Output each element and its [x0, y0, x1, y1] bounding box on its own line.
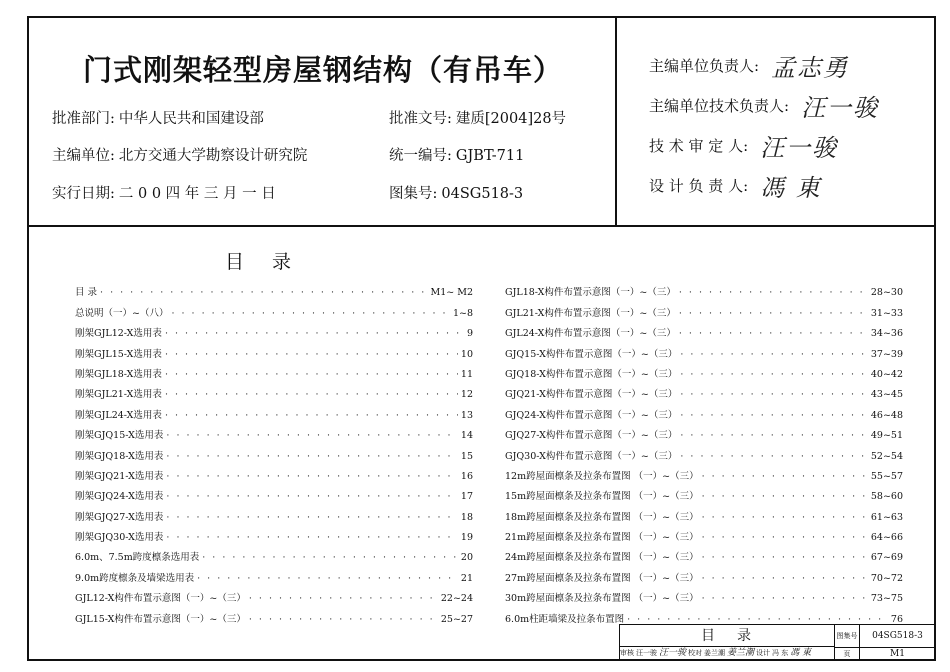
toc-leader-dots [702, 491, 868, 503]
effective-date-value: 二 0 0 四 年 三 月 一 日 [118, 186, 276, 202]
toc-entry-title: 21m跨屋面檩条及拉条布置图 （一）~（三） [505, 532, 699, 544]
toc-entry [505, 605, 903, 625]
toc-entry-title: 刚架GJL12-X选用表 [75, 328, 162, 340]
toc-entry-page: 49~51 [870, 430, 903, 442]
toc-entry-page: 16 [460, 470, 473, 482]
toc-entry-title: GJL18-X构件布置示意图（一）~（三） [505, 287, 676, 299]
toc-entry-page: 34~36 [870, 328, 903, 340]
toc-entry-page: 52~54 [870, 450, 903, 462]
signature-label: 设 计 负 责 人: [649, 177, 749, 195]
signature-row [649, 128, 838, 163]
toc-leader-dots [702, 573, 868, 585]
toc-entry [75, 544, 473, 564]
toc-leader-dots [702, 552, 868, 564]
toc-entry-page: 12 [460, 389, 473, 401]
chief-unit-value: 北方交通大学勘察设计研究院 [118, 148, 308, 164]
toc-entry [75, 340, 473, 360]
toc-entry-title: 12m跨屋面檩条及拉条布置图 （一）~（三） [505, 470, 699, 482]
toc-entry-title: GJQ27-X构件布置示意图（一）~（三） [505, 430, 678, 442]
toc-entry-title: GJL15-X构件布置示意图（一）~（三） [75, 613, 246, 625]
toc-entry [75, 320, 473, 340]
signature-row [649, 168, 822, 203]
effective-date [52, 182, 276, 203]
toc-entry [75, 361, 473, 381]
toc-leader-dots [202, 552, 458, 564]
toc-entry-title: GJQ21-X构件布置示意图（一）~（三） [505, 389, 678, 401]
toc-entry-page: 13 [460, 409, 473, 421]
toc-entry [75, 463, 473, 483]
toc-entry-page: 18 [460, 511, 473, 523]
toc-entry-title: 24m跨屋面檩条及拉条布置图 （一）~（三） [505, 552, 699, 564]
toc-entry-page: 17 [460, 491, 473, 503]
title-block [619, 624, 934, 659]
atlas-label-cell: 图集号 [835, 625, 860, 647]
toc-entry-title: 18m跨屋面檩条及拉条布置图 （一）~（三） [505, 511, 699, 523]
toc-entry-page: 1~8 [452, 307, 473, 319]
toc-entry-title: 刚架GJL24-X选用表 [75, 409, 162, 421]
toc-leader-dots [165, 410, 458, 422]
header [29, 18, 934, 227]
toc-entry-title: 30m跨屋面檩条及拉条布置图 （一）~（三） [505, 593, 699, 605]
toc-entry [75, 279, 473, 299]
toc-entry [75, 299, 473, 319]
toc-leader-dots [165, 389, 458, 401]
toc-entry [505, 463, 903, 483]
toc-entry [75, 381, 473, 401]
toc-entry-page: 25~27 [440, 613, 473, 625]
toc-entry-page: 73~75 [870, 593, 903, 605]
toc-leader-dots [100, 287, 427, 299]
toc-entry-page: 67~69 [870, 552, 903, 564]
toc-entry-title: GJL24-X构件布置示意图（一）~（三） [505, 328, 676, 340]
toc-leader-dots [680, 369, 867, 381]
toc-entry-page: 43~45 [870, 389, 903, 401]
toc-entry [505, 361, 903, 381]
toc-leader-dots [166, 512, 457, 524]
toc-entry [505, 503, 903, 523]
toc-entry-title: 9.0m跨度檩条及墙梁选用表 [75, 572, 195, 584]
toc-leader-dots [680, 349, 867, 361]
toc-leader-dots [680, 410, 867, 422]
toc-entry-page: 61~63 [870, 511, 903, 523]
title-block-sig-item: 校对 [688, 649, 703, 657]
toc-entry-page: 9 [466, 328, 473, 340]
approval-dept-label: 批准部门: [52, 111, 115, 127]
toc-entry-page: 14 [460, 430, 473, 442]
toc-entry-title: GJQ24-X构件布置示意图（一）~（三） [505, 409, 678, 421]
toc-leader-dots [171, 308, 449, 320]
toc-entry [505, 381, 903, 401]
contents-right-column [505, 279, 903, 626]
toc-entry [505, 442, 903, 462]
toc-entry-page: 55~57 [870, 470, 903, 482]
toc-entry [75, 585, 473, 605]
atlas-number-value: 04SG518-3 [441, 186, 524, 202]
toc-entry [75, 524, 473, 544]
toc-entry-title: 总说明（一）~（八） [75, 307, 169, 319]
toc-entry [505, 299, 903, 319]
contents-heading: 目录 [225, 251, 320, 273]
title-block-sig-item: 审核 [620, 649, 634, 657]
toc-leader-dots [249, 593, 438, 605]
toc-entry-page: 10 [460, 348, 473, 360]
toc-leader-dots [165, 369, 458, 381]
toc-entry-page: 40~42 [870, 368, 903, 380]
toc-entry-page: 64~66 [870, 532, 903, 544]
toc-entry-title: GJL12-X构件布置示意图（一）~（三） [75, 593, 246, 605]
toc-entry [505, 524, 903, 544]
toc-entry-page: 37~39 [870, 348, 903, 360]
toc-leader-dots [166, 430, 457, 442]
toc-entry-page: 11 [460, 368, 473, 380]
title-block-name: 目录 [620, 625, 835, 647]
uniform-number-label: 统一编号: [389, 148, 452, 164]
toc-entry-title: 15m跨屋面檩条及拉条布置图 （一）~（三） [505, 491, 699, 503]
toc-entry-page: 31~33 [870, 307, 903, 319]
toc-leader-dots [680, 389, 867, 401]
toc-leader-dots [680, 430, 867, 442]
toc-entry-page: 70~72 [870, 572, 903, 584]
toc-entry-page: 15 [460, 450, 473, 462]
toc-entry [505, 422, 903, 442]
effective-date-label: 实行日期: [52, 186, 115, 202]
page-value-cell: M1 [860, 647, 935, 660]
page-title: 门式刚架轻型房屋钢结构（有吊车） [82, 53, 563, 87]
toc-entry [505, 401, 903, 421]
title-block-sig-item: 汪一骏 [659, 648, 687, 658]
handwritten-signature: 汪一骏 [760, 134, 839, 162]
toc-entry-page: 58~60 [870, 491, 903, 503]
title-block-signatures [620, 647, 835, 660]
title-block-sig-item: 冯 东 [772, 649, 789, 657]
signature-row [649, 48, 849, 83]
toc-entry-title: 刚架GJQ24-X选用表 [75, 491, 164, 503]
toc-leader-dots [166, 451, 457, 463]
chief-unit-label: 主编单位: [52, 148, 115, 164]
toc-leader-dots [679, 328, 868, 340]
toc-leader-dots [702, 532, 868, 544]
signature-row [649, 88, 879, 123]
handwritten-signature: 孟志勇 [771, 54, 850, 82]
title-block-sig-item: 馮 東 [790, 648, 812, 658]
toc-leader-dots [166, 491, 457, 503]
title-block-sig-item: 设计 [756, 649, 771, 657]
approval-dept [52, 107, 264, 128]
toc-entry-title: 刚架GJQ30-X选用表 [75, 532, 164, 544]
toc-entry [75, 422, 473, 442]
uniform-number-value: GJBT-711 [455, 148, 525, 164]
toc-entry [505, 564, 903, 584]
toc-leader-dots [249, 614, 438, 626]
toc-leader-dots [702, 512, 868, 524]
toc-entry-page: M1~ M2 [430, 287, 473, 299]
toc-leader-dots [165, 328, 464, 340]
toc-entry [75, 442, 473, 462]
toc-leader-dots [166, 532, 457, 544]
atlas-number [389, 182, 523, 203]
toc-entry-title: 刚架GJQ27-X选用表 [75, 511, 164, 523]
toc-leader-dots [679, 308, 868, 320]
toc-entry-title: 6.0m、7.5m跨度檩条选用表 [75, 552, 200, 564]
handwritten-signature: 馮 東 [760, 174, 822, 202]
toc-entry-title: 刚架GJL21-X选用表 [75, 389, 162, 401]
toc-entry-title: GJL21-X构件布置示意图（一）~（三） [505, 307, 676, 319]
toc-leader-dots [166, 471, 457, 483]
toc-entry-title: 刚架GJQ15-X选用表 [75, 430, 164, 442]
toc-entry [75, 483, 473, 503]
toc-entry-page: 46~48 [870, 409, 903, 421]
toc-leader-dots [702, 471, 868, 483]
toc-leader-dots [197, 573, 458, 585]
toc-entry-title: GJQ15-X构件布置示意图（一）~（三） [505, 348, 678, 360]
approval-docno-value: 建质[2004]28号 [455, 111, 567, 127]
toc-leader-dots [165, 349, 458, 361]
toc-entry [505, 340, 903, 360]
toc-leader-dots [680, 451, 867, 463]
signature-label: 技 术 审 定 人: [649, 137, 749, 155]
toc-entry-title: GJQ18-X构件布置示意图（一）~（三） [505, 368, 678, 380]
toc-entry [505, 279, 903, 299]
toc-entry-page: 19 [460, 532, 473, 544]
toc-entry-title: 6.0m柱距墙梁及拉条布置图 [505, 613, 625, 625]
toc-entry-title: GJQ30-X构件布置示意图（一）~（三） [505, 450, 678, 462]
header-info [29, 18, 617, 225]
signature-label: 主编单位负责人: [649, 57, 760, 75]
toc-entry [505, 544, 903, 564]
toc-entry-title: 刚架GJL18-X选用表 [75, 368, 162, 380]
toc-entry-page: 21 [460, 572, 473, 584]
toc-entry-page: 28~30 [870, 287, 903, 299]
approval-docno-label: 批准文号: [389, 111, 452, 127]
approval-docno [389, 107, 566, 128]
toc-entry [75, 503, 473, 523]
toc-entry [505, 585, 903, 605]
toc-leader-dots [702, 593, 868, 605]
toc-entry-page: 76 [890, 613, 903, 625]
toc-entry-title: 刚架GJL15-X选用表 [75, 348, 162, 360]
toc-entry [505, 320, 903, 340]
toc-entry [505, 483, 903, 503]
toc-entry-page: 20 [460, 552, 473, 564]
signature-label: 主编单位技术负责人: [649, 97, 790, 115]
toc-entry-title: 刚架GJQ18-X选用表 [75, 450, 164, 462]
toc-entry [75, 564, 473, 584]
toc-entry-title: 目 录 [75, 287, 98, 299]
toc-entry [75, 401, 473, 421]
contents-left-column [75, 279, 473, 626]
atlas-value-cell: 04SG518-3 [872, 631, 923, 641]
page-label-cell: 页 [835, 647, 860, 660]
approval-dept-value: 中华人民共和国建设部 [118, 111, 264, 127]
handwritten-signature: 汪一骏 [801, 94, 880, 122]
toc-entry-page: 22~24 [440, 593, 473, 605]
drawing-frame [27, 16, 936, 661]
toc-entry-title: 刚架GJQ21-X选用表 [75, 470, 164, 482]
title-block-sig-item: 姜兰潮 [727, 648, 755, 658]
atlas-number-label: 图集号: [389, 186, 438, 202]
toc-entry [75, 605, 473, 625]
toc-entry-title: 27m跨屋面檩条及拉条布置图 （一）~（三） [505, 572, 699, 584]
chief-unit [52, 144, 307, 165]
title-block-sig-item: 姜兰潮 [704, 649, 726, 657]
signature-panel [619, 18, 934, 225]
title-block-sig-item: 汪一骏 [636, 649, 657, 657]
uniform-number [389, 144, 524, 165]
toc-leader-dots [679, 287, 868, 299]
